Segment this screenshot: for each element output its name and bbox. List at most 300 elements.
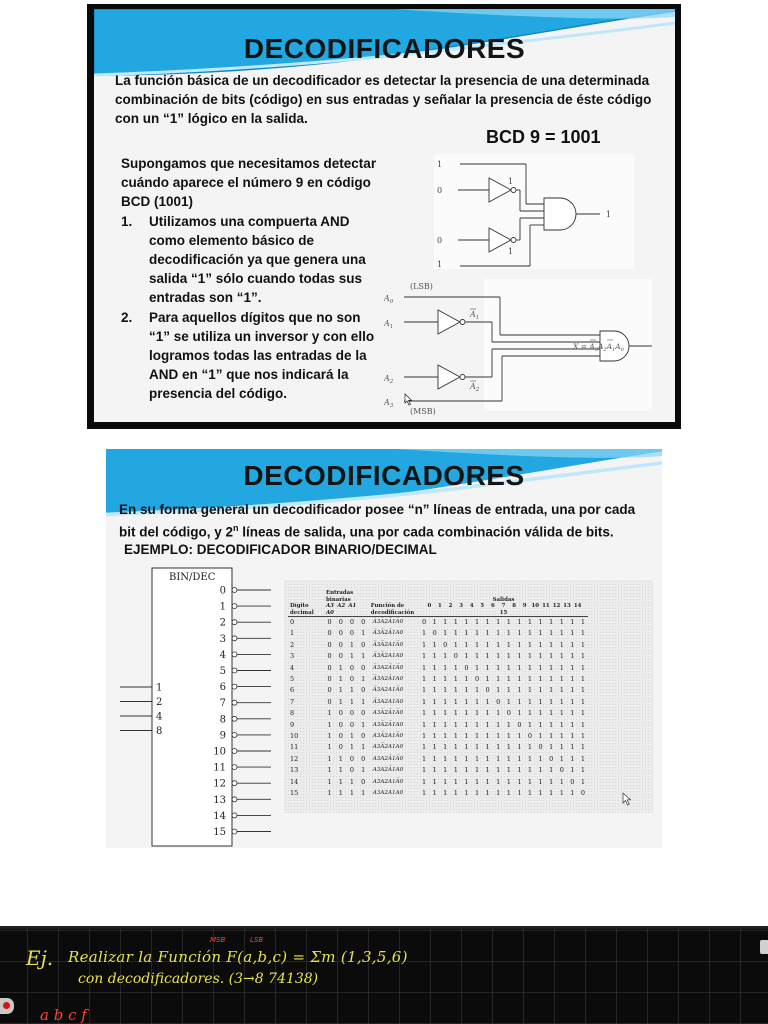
- bin-dec-output-label: 9: [219, 730, 226, 742]
- output-cell: 1: [474, 766, 480, 775]
- output-cell: 1: [549, 675, 554, 684]
- output-cell: 1: [474, 732, 480, 741]
- digit-cell: 14: [290, 777, 299, 786]
- output-cell: 1: [485, 709, 490, 718]
- input-bit-cell: 1: [338, 697, 343, 706]
- output-cell: 1: [421, 777, 427, 786]
- output-cell: 1: [538, 663, 543, 672]
- output-cell: 1: [485, 789, 490, 798]
- output-col-header: 12: [552, 603, 561, 609]
- board-line-2: con decodificadores. (3→8 74138): [78, 971, 319, 987]
- header-outputs: Salidas 0 1 2 3 4 5 6 7 8 9 10 11 12 13 1415: [419, 590, 589, 617]
- output-cell: 1: [485, 629, 490, 638]
- function-cell: A̅3A̅2A1A̅0: [372, 641, 404, 648]
- output-cell: 1: [570, 629, 575, 638]
- input-bit-cell: 1: [349, 697, 355, 706]
- output-cell: 1: [474, 663, 480, 672]
- output-cell: 1: [443, 652, 448, 661]
- output-cell: 0: [517, 720, 522, 729]
- output-cell: 1: [453, 743, 458, 752]
- output-cell: 1: [538, 629, 543, 638]
- output-cell: 1: [496, 618, 501, 626]
- output-cell: 0: [506, 709, 511, 718]
- input-bit-cell: 1: [361, 743, 366, 752]
- input-bit-cell: 1: [361, 766, 366, 775]
- output-cell: 1: [421, 652, 427, 661]
- output-cell: 1: [549, 789, 554, 798]
- output-cell: 1: [538, 618, 543, 626]
- input-bit-cell: 0: [338, 709, 343, 718]
- output-cell: 1: [443, 629, 448, 638]
- output-cell: 1: [443, 675, 448, 684]
- input-bit-cell: 1: [338, 777, 343, 786]
- output-cell: 1: [464, 618, 469, 626]
- output-cell: 1: [432, 686, 437, 695]
- output-cell: 1: [559, 652, 564, 661]
- output-cell: 1: [580, 629, 586, 638]
- output-cell: 1: [464, 743, 469, 752]
- output-cell: 1: [432, 618, 437, 626]
- output-cell: 1: [443, 618, 448, 626]
- input-bit-cell: 1: [338, 789, 343, 798]
- digit-cell: 3: [290, 652, 295, 661]
- input-bit-cell: 0: [338, 720, 343, 729]
- input-bit-cell: 1: [327, 766, 332, 775]
- output-cell: 1: [485, 720, 490, 729]
- output-cell: 1: [506, 686, 511, 695]
- output-cell: 0: [559, 766, 564, 775]
- table-row: [288, 697, 588, 708]
- output-cell: 1: [559, 789, 564, 798]
- example-heading: EJEMPLO: DECODIFICADOR BINARIO/DECIMAL: [124, 542, 437, 557]
- bin-dec-output-label: 14: [213, 810, 226, 822]
- msb-label: (MSB): [410, 407, 436, 416]
- output-cell: 1: [517, 663, 522, 672]
- input-bit-cell: 0: [361, 732, 366, 741]
- board-scroll-handle[interactable]: [760, 940, 768, 954]
- output-cell: 1: [464, 777, 469, 786]
- output-cell: 1: [443, 789, 448, 798]
- input-bit-cell: 0: [338, 629, 343, 638]
- output-cell: 1: [464, 789, 469, 798]
- input-bit-cell: 1: [361, 629, 366, 638]
- output-cell: 1: [485, 618, 490, 626]
- input-a1: $A_1$: [384, 319, 394, 330]
- decoder-diagram: [384, 277, 654, 417]
- digit-cell: 5: [290, 675, 295, 684]
- input-a3: $A_3$: [384, 398, 394, 409]
- output-cell: 1: [432, 675, 437, 684]
- output-cell: 1: [549, 652, 554, 661]
- output-cell: 1: [506, 720, 511, 729]
- output-cell: 1: [570, 652, 575, 661]
- digit-cell: 0: [290, 618, 295, 626]
- bin-dec-output-label: 3: [219, 633, 226, 645]
- output-cell: 1: [580, 618, 586, 626]
- bcd-label: BCD 9 = 1001: [486, 127, 601, 147]
- header-digit: Dígito decimal: [288, 590, 324, 617]
- output-cell: 0: [432, 629, 437, 638]
- bin-dec-output-label: 8: [219, 714, 226, 726]
- output-cell: 1: [453, 709, 458, 718]
- output-cell: 1: [443, 686, 448, 695]
- output-col-header: 1: [438, 603, 442, 609]
- function-cell: A̅3A̅2A̅1A0: [372, 630, 404, 637]
- output-cell: 1: [485, 777, 490, 786]
- output-cell: 1: [549, 777, 554, 786]
- input-bit-cell: 1: [349, 652, 355, 661]
- function-cell: A3A̅2A̅1A0: [372, 721, 404, 728]
- digit-cell: 8: [290, 709, 295, 718]
- output-cell: 1: [506, 743, 511, 752]
- output-cell: 1: [570, 743, 575, 752]
- output-cell: 1: [474, 709, 480, 718]
- output-bubble: [232, 813, 237, 818]
- board-ej: Ej.: [26, 946, 54, 970]
- output-cell: 1: [464, 640, 469, 649]
- bin-dec-label: BIN/DEC: [169, 572, 216, 583]
- output-cell: 0: [580, 789, 586, 798]
- output-cell: 1: [570, 663, 575, 672]
- output-cell: 1: [421, 686, 427, 695]
- input-bit-cell: 0: [327, 640, 332, 649]
- output-cell: 1: [474, 754, 480, 763]
- input-bit-cell: 1: [338, 686, 343, 695]
- output-bubble: [232, 700, 237, 705]
- digit-cell: 2: [290, 640, 295, 649]
- digit-cell: 13: [290, 766, 299, 775]
- input-col-header: A1: [348, 603, 357, 609]
- output-cell: 1: [559, 754, 564, 763]
- output-cell: 1: [506, 697, 511, 706]
- output-cell: 1: [538, 789, 543, 798]
- bcd-input-0: 1: [437, 160, 443, 169]
- table-row: [288, 720, 588, 731]
- output-cell: 1: [527, 663, 533, 672]
- function-cell: A̅3A2A̅1A0: [372, 676, 404, 683]
- output-cell: 1: [559, 629, 564, 638]
- output-cell: 0: [527, 732, 533, 741]
- output-bubble: [232, 829, 237, 834]
- input-bit-cell: 0: [361, 640, 366, 649]
- bin-dec-output-label: 12: [213, 778, 226, 790]
- output-cell: 1: [580, 652, 586, 661]
- function-cell: A3A̅2A1A0: [372, 744, 404, 751]
- input-col-header: A3: [326, 603, 334, 609]
- output-cell: 1: [453, 697, 458, 706]
- output-cell: 1: [432, 720, 437, 729]
- digit-cell: 9: [290, 720, 295, 729]
- output-cell: 1: [485, 754, 490, 763]
- inverted-a2: $A_2$: [470, 382, 480, 393]
- input-bit-cell: 1: [338, 766, 343, 775]
- slide-2-title: DECODIFICADORES: [243, 460, 525, 491]
- output-cell: 1: [527, 754, 533, 763]
- output-cell: 1: [559, 640, 564, 649]
- output-col-header: 8: [512, 603, 516, 609]
- output-bubble: [232, 636, 237, 641]
- output-cell: 1: [580, 754, 586, 763]
- board-line-1: Realizar la Función F(a,b,c) = Σm (1,3,5,6): [68, 948, 408, 966]
- output-cell: 1: [496, 652, 501, 661]
- output-cell: 0: [474, 675, 480, 684]
- output-cell: 1: [527, 629, 533, 638]
- output-cell: 1: [496, 720, 501, 729]
- bin-dec-output-label: 1: [219, 601, 226, 613]
- output-cell: 1: [485, 697, 490, 706]
- input-bit-cell: 0: [349, 663, 355, 672]
- output-cell: 1: [580, 686, 586, 695]
- slide-1-title: DECODIFICADORES: [243, 33, 526, 64]
- output-cell: 1: [559, 709, 564, 718]
- slide-1-paragraph: La función básica de un decodificador es detectar la presencia de una determinada combinación de bits (código) en sus entradas y señalar la presencia de éste código con un “1” lógico en la salida.: [115, 73, 652, 126]
- output-col-header: 7: [501, 603, 506, 609]
- output-cell: 1: [570, 766, 575, 775]
- output-cell: 1: [549, 618, 554, 626]
- digit-cell: 4: [290, 663, 295, 672]
- output-cell: 1: [474, 777, 480, 786]
- output-cell: 1: [485, 663, 490, 672]
- output-cell: 1: [496, 789, 501, 798]
- output-cell: 1: [453, 640, 458, 649]
- output-cell: 1: [549, 732, 554, 741]
- output-cell: 1: [443, 720, 448, 729]
- bin-dec-output-label: 7: [219, 698, 226, 710]
- digit-cell: 10: [290, 732, 299, 741]
- output-cell: 1: [496, 686, 501, 695]
- output-cell: 1: [496, 640, 501, 649]
- output-cell: 1: [453, 629, 458, 638]
- output-cell: 1: [485, 675, 490, 684]
- output-cell: 1: [538, 732, 543, 741]
- output-cell: 1: [527, 675, 533, 684]
- output-cell: 1: [474, 652, 480, 661]
- output-cell: 1: [432, 754, 437, 763]
- input-bit-cell: 1: [361, 720, 366, 729]
- output-cell: 1: [421, 720, 427, 729]
- output-cell: 1: [474, 629, 480, 638]
- output-cell: 1: [527, 789, 533, 798]
- output-cell: 1: [570, 697, 575, 706]
- truth-table: [288, 590, 588, 800]
- bcd-9-diagram: [434, 154, 634, 269]
- table-row: [288, 742, 588, 753]
- output-cell: 1: [464, 686, 469, 695]
- output-cell: 1: [549, 640, 554, 649]
- output-cell: 1: [432, 652, 437, 661]
- record-button[interactable]: [0, 998, 14, 1014]
- input-bit-cell: 0: [338, 640, 343, 649]
- output-cell: 0: [443, 640, 448, 649]
- output-cell: 0: [496, 697, 501, 706]
- function-cell: A̅3A̅2A̅1A̅0: [372, 619, 404, 625]
- table-row: [288, 765, 588, 776]
- table-row: [288, 685, 588, 696]
- function-cell: A̅3A2A1A̅0: [372, 687, 404, 694]
- output-cell: 1: [464, 766, 469, 775]
- output-cell: 1: [453, 618, 458, 626]
- output-bubble: [232, 716, 237, 721]
- output-col-header: 4: [469, 603, 474, 609]
- output-cell: 1: [506, 663, 511, 672]
- output-cell: 1: [421, 789, 427, 798]
- input-bit-cell: 0: [349, 618, 355, 626]
- input-bit-cell: 0: [361, 686, 366, 695]
- output-cell: 1: [443, 709, 448, 718]
- output-bubble: [232, 652, 237, 657]
- cursor-icon: [405, 394, 412, 405]
- output-cell: 1: [559, 732, 564, 741]
- output-cell: 0: [464, 663, 469, 672]
- output-cell: 0: [421, 618, 427, 626]
- input-bit-cell: 0: [349, 754, 355, 763]
- input-bit-cell: 0: [338, 743, 343, 752]
- output-cell: 1: [506, 789, 511, 798]
- output-cell: 1: [527, 618, 533, 626]
- output-cell: 1: [549, 766, 554, 775]
- output-cell: 1: [527, 697, 533, 706]
- output-col-header: 2: [448, 603, 453, 609]
- table-row: [288, 777, 588, 788]
- bin-dec-output-label: 0: [219, 585, 226, 597]
- output-cell: 1: [506, 754, 511, 763]
- output-cell: 1: [496, 629, 501, 638]
- bin-dec-output-label: 11: [213, 762, 226, 774]
- handwriting-board[interactable]: [0, 926, 768, 1024]
- output-cell: 1: [517, 686, 522, 695]
- output-cell: 1: [485, 640, 490, 649]
- output-cell: 1: [580, 720, 586, 729]
- output-cell: 1: [474, 686, 480, 695]
- output-cell: 1: [570, 789, 575, 798]
- output-bubble: [232, 620, 237, 625]
- output-bubble: [232, 749, 237, 754]
- output-cell: 1: [453, 754, 458, 763]
- input-bit-cell: 1: [349, 789, 355, 798]
- slide-1: [87, 4, 681, 429]
- truth-table-panel: [284, 580, 654, 813]
- output-cell: 1: [464, 675, 469, 684]
- list-text: Utilizamos una compuerta AND como elemento básico de decodificación ya que genera una salida “1” sólo cuando todas sus entradas son “1”.: [149, 213, 366, 306]
- input-bit-cell: 1: [327, 709, 332, 718]
- slide-2: [106, 449, 662, 848]
- output-cell: 1: [580, 709, 586, 718]
- output-cell: 1: [580, 732, 586, 741]
- input-bit-cell: 1: [327, 743, 332, 752]
- output-cell: 1: [570, 675, 575, 684]
- lsb-label: (LSB): [410, 282, 433, 291]
- output-cell: 1: [421, 766, 427, 775]
- output-cell: 1: [485, 652, 490, 661]
- input-bit-cell: 1: [361, 789, 366, 798]
- table-row: [288, 651, 588, 662]
- header-function: Función de decodificación: [369, 590, 419, 617]
- output-cell: 1: [443, 754, 448, 763]
- input-bit-cell: 0: [361, 663, 366, 672]
- output-cell: 1: [443, 743, 448, 752]
- list-number: 1.: [121, 213, 133, 229]
- output-cell: 0: [570, 777, 575, 786]
- table-row: [288, 788, 588, 799]
- input-bit-cell: 0: [338, 652, 343, 661]
- input-bit-cell: 1: [327, 789, 332, 798]
- list-number: 2.: [121, 309, 133, 325]
- output-bubble: [232, 781, 237, 786]
- output-cell: 1: [559, 743, 564, 752]
- output-cell: 1: [464, 720, 469, 729]
- input-bit-cell: 1: [349, 777, 355, 786]
- output-cell: 1: [517, 732, 522, 741]
- list-text: Para aquellos dígitos que no son “1” se utiliza un inversor y con ello logramos todas las entradas de la AND en “1” que nos indicará la presencia del código.: [149, 309, 375, 402]
- output-cell: 1: [549, 629, 554, 638]
- output-cell: 1: [549, 743, 554, 752]
- output-cell: 1: [432, 709, 437, 718]
- digit-cell: 12: [290, 754, 299, 763]
- output-col-header: 6: [491, 603, 495, 609]
- input-bit-cell: 0: [349, 675, 355, 684]
- output-cell: 1: [464, 754, 469, 763]
- bcd-input-1: 0: [437, 186, 443, 195]
- output-cell: 1: [580, 697, 586, 706]
- output-cell: 1: [496, 709, 501, 718]
- output-bubble: [232, 588, 237, 593]
- input-bit-cell: 0: [361, 618, 366, 626]
- digit-cell: 11: [290, 743, 299, 752]
- slide-1-explanation: [121, 154, 383, 404]
- output-cell: 1: [421, 640, 427, 649]
- output-cell: 1: [421, 675, 427, 684]
- output-cell: 1: [538, 766, 543, 775]
- output-cell: 1: [496, 754, 501, 763]
- and-output: 1: [606, 210, 612, 219]
- input-bit-cell: 1: [327, 732, 332, 741]
- output-cell: 1: [559, 777, 564, 786]
- input-col-header: A2: [337, 603, 346, 609]
- output-cell: 1: [527, 709, 533, 718]
- output-cell: 0: [538, 743, 543, 752]
- output-col-header: 9: [522, 603, 527, 609]
- input-col-header: A0: [326, 609, 334, 616]
- output-cell: 1: [527, 640, 533, 649]
- output-cell: 1: [517, 766, 522, 775]
- table-row: [288, 754, 588, 765]
- output-cell: 1: [464, 629, 469, 638]
- output-cell: 1: [538, 686, 543, 695]
- output-cell: 1: [496, 675, 501, 684]
- board-divider: [0, 926, 768, 929]
- input-bit-cell: 1: [327, 777, 332, 786]
- output-col-header: 13: [563, 603, 571, 609]
- input-bit-cell: 0: [327, 629, 332, 638]
- output-cell: 1: [443, 697, 448, 706]
- input-bit-cell: 1: [338, 663, 343, 672]
- output-cell: 1: [517, 743, 522, 752]
- input-bit-cell: 0: [327, 686, 332, 695]
- output-cell: 1: [453, 720, 458, 729]
- output-cell: 1: [474, 697, 480, 706]
- output-cell: 1: [517, 640, 522, 649]
- output-cell: 1: [432, 789, 437, 798]
- output-cell: 1: [559, 663, 564, 672]
- input-bit-cell: 0: [361, 777, 366, 786]
- output-cell: 1: [432, 663, 437, 672]
- output-cell: 1: [421, 709, 427, 718]
- output-cell: 1: [538, 640, 543, 649]
- function-cell: A̅3A̅2A1A0: [372, 653, 404, 660]
- list-item: [121, 212, 383, 308]
- output-cell: 1: [453, 686, 458, 695]
- output-cell: 1: [570, 640, 575, 649]
